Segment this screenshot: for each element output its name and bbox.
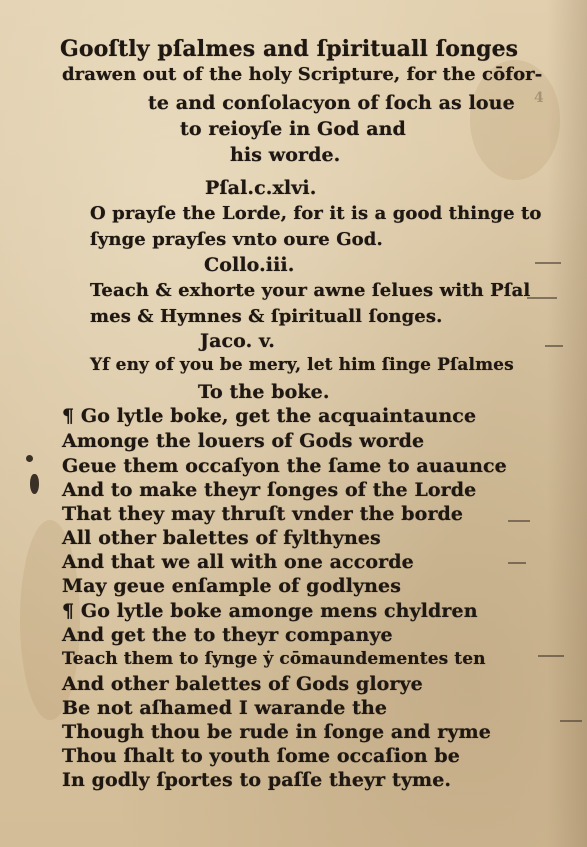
poem-line: Be not aſhamed I warande the — [62, 697, 388, 719]
verse-line: mes & Hymnes & ſpirituall ſonges. — [90, 306, 443, 327]
margin-mark — [527, 297, 557, 299]
margin-mark — [508, 520, 530, 522]
margin-mark — [560, 720, 582, 722]
verse-line: Teach & exhorte your awne ſelues with Pſal — [90, 280, 531, 301]
page-number: 4 — [534, 90, 544, 106]
verse-line: ſynge prayſes vnto oure God. — [90, 229, 383, 250]
poem-line: In godly ſportes to paſſe theyr tyme. — [62, 769, 452, 791]
poem-line: May geue enſample of godlynes — [62, 575, 402, 597]
margin-mark — [30, 474, 39, 494]
title-line: Gooſtly pſalmes and ſpirituall ſonges — [60, 36, 519, 62]
poem-line: And other balettes of Gods glorye — [62, 673, 423, 695]
verse-line: O prayſe the Lorde, for it is a good thinge to — [90, 203, 542, 224]
title-line: te and conſolacyon of ſoch as loue — [148, 92, 515, 114]
poem-line: That they may thruſt vnder the borde — [62, 503, 464, 525]
poem-line: And to make theyr ſonges of the Lorde — [62, 479, 477, 501]
margin-mark — [535, 262, 561, 264]
citation: Pſal.c.xlvi. — [205, 177, 317, 199]
poem-line: Amonge the louers of Gods worde — [62, 430, 425, 452]
poem-line: All other balettes of fylthynes — [62, 527, 381, 549]
margin-mark — [26, 455, 33, 462]
poem-heading: To the boke. — [198, 381, 330, 403]
poem-line: Geue them occaſyon the ſame to auaunce — [62, 455, 507, 477]
poem-line: And that we all with one accorde — [62, 551, 414, 573]
poem-line: ¶ Go lytle boke amonge mens chyldren — [62, 600, 478, 622]
poem-line: Teach them to ſynge ẏ cōmaundementes ten — [62, 649, 486, 669]
title-line: to reioyſe in God and — [180, 118, 406, 140]
margin-mark — [538, 655, 564, 657]
citation: Collo.iii. — [204, 254, 295, 276]
margin-mark — [545, 345, 563, 347]
poem-line: Thou ſhalt to youth ſome occaſion be — [62, 745, 460, 767]
title-line: drawen out of the holy Scripture, for the cōfor- — [62, 64, 543, 85]
poem-line: Though thou be rude in ſonge and ryme — [62, 721, 491, 743]
verse-line: Yf eny of you be mery, let him ſinge Pſalmes — [90, 355, 514, 375]
title-line: his worde. — [230, 144, 341, 166]
poem-line: ¶ Go lytle boke, get the acquaintaunce — [62, 405, 477, 427]
poem-line: And get the to theyr companye — [62, 624, 393, 646]
citation: Jaco. v. — [200, 330, 275, 352]
margin-mark — [508, 562, 526, 564]
